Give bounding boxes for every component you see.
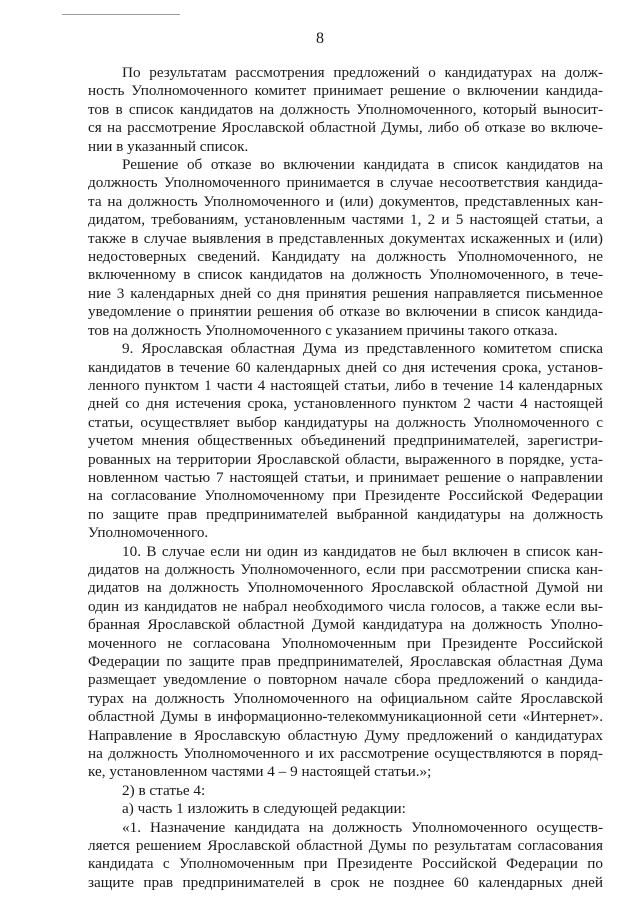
text-line: дней со дня истечения срока, установленного пунктом 2 части 4 настоящей <box>88 395 603 413</box>
text-line: бранная Ярославской областной Думой кандидатура на должность Уполно- <box>88 616 603 634</box>
text-line: новленном частью 7 настоящей статьи, и принимает решение о направлении <box>88 468 603 486</box>
text-line: защите прав предпринимателей в срок не позднее 60 календарных дней <box>88 873 603 891</box>
text-line: 9. Ярославская областная Дума из представленного комитетом списка <box>122 340 603 358</box>
text-line: недостоверных сведений. Кандидату на должность Уполномоченного, не <box>88 248 603 266</box>
paragraph <box>88 156 603 340</box>
text-line: 10. В случае если ни один из кандидатов не был включен в список кан- <box>122 542 603 560</box>
text-line: По результатам рассмотрения предложений о кандидатурах на долж- <box>122 64 603 81</box>
text-line: ляется решением Ярославской областной Думы по результатам согласования <box>88 837 603 855</box>
text-line: дидатов на должность Уполномоченного, если при рассмотрении списка кан- <box>88 560 603 578</box>
text-line: ленного пунктом 1 части 4 настоящей статьи, либо в течение 14 календарных <box>88 376 603 394</box>
text-line: Федерации по защите прав предпринимателей, Ярославская областная Дума <box>88 653 603 670</box>
text-line: 2) в статье 4: <box>122 781 206 799</box>
text-line: должность Уполномоченного принимается в случае несоответствия кандида- <box>88 174 603 192</box>
text-line: дидатов на должность Уполномоченного Ярославской областной Думой ни <box>88 579 603 597</box>
text-line: по защите прав предпринимателей выбранной кандидатуры на должность <box>88 505 603 523</box>
paragraph <box>88 782 603 800</box>
text-line: тов в список кандидатов на должность Уполномоченного, который выносит- <box>88 100 603 118</box>
paragraph <box>88 819 603 893</box>
text-line: ность Уполномоченного комитет принимает решение о включении кандида- <box>88 82 603 100</box>
header-rule <box>62 14 180 15</box>
text-line: на согласование Уполномоченному при Президенте Российской Федерации <box>88 487 603 505</box>
text-line: «1. Назначение кандидата на должность Уполномоченного осуществ- <box>122 818 603 836</box>
text-line: тов на должность Уполномоченного с указанием причины такого отказа. <box>88 321 558 339</box>
text-line: та на должность Уполномоченного и (или) документов, представленных кан- <box>88 192 603 210</box>
text-line: уведомление о принятии решения об отказе во включении в список кандида- <box>88 303 603 321</box>
text-line: моченного не согласована Уполномоченным при Президенте Российской <box>88 634 603 652</box>
paragraph <box>88 800 603 818</box>
text-line: статьи, осуществляет выбор кандидатуры на должность Уполномоченного с <box>88 413 603 431</box>
text-line: также в случае выявления в представленных документах искаженных и (или) <box>88 229 603 247</box>
text-line: рованных на территории Ярославской области, выраженного в порядке, уста- <box>88 450 603 468</box>
text-line: кандидата с Уполномоченным при Президенте Российской Федерации по <box>88 855 603 873</box>
text-line: а) часть 1 изложить в следующей редакции: <box>122 800 406 818</box>
text-line: учетом мнения общественных объединений предпринимателей, зарегистри- <box>88 432 603 450</box>
paragraph <box>88 543 603 782</box>
text-line: областной Думы в информационно-телекоммуникационной сети «Интернет». <box>88 708 603 726</box>
text-line: Уполномоченного. <box>88 524 209 542</box>
text-line: включенному в список кандидатов на должность Уполномоченного, в тече- <box>88 266 603 284</box>
text-line: один из кандидатов не набрал необходимого числа голосов, а также если вы- <box>88 597 603 615</box>
text-line: Решение об отказе во включении кандидата в список кандидатов на <box>122 156 603 174</box>
text-line: на должность Уполномоченного и их рассмотрение осуществляются в поряд- <box>88 745 603 763</box>
document-body <box>88 64 603 892</box>
text-line: ке, установленном частями 4 – 9 настоящей статьи.»; <box>88 763 432 781</box>
text-line: ся на рассмотрение Ярославской областной Думы, либо об отказе во включе- <box>88 119 603 137</box>
text-line: ние 3 календарных дней со дня принятия решения направляется письменное <box>88 284 603 302</box>
text-line: Направление в Ярославскую областную Думу предложений о кандидатурах <box>88 726 603 744</box>
text-line: турах на должность Уполномоченного на официальном сайте Ярославской <box>88 689 603 707</box>
paragraph <box>88 340 603 542</box>
paragraph <box>88 64 603 156</box>
text-line: размещает уведомление о повторном начале сбора предложений о кандида- <box>88 671 603 689</box>
text-line: кандидатов в течение 60 календарных дней со дня истечения срока, установ- <box>88 358 603 376</box>
text-line: нии в указанный список. <box>88 137 249 155</box>
page-number: 8 <box>316 30 324 47</box>
text-line: дидатом, требованиям, установленным частями 1, 2 и 5 настоящей статьи, а <box>88 211 603 229</box>
